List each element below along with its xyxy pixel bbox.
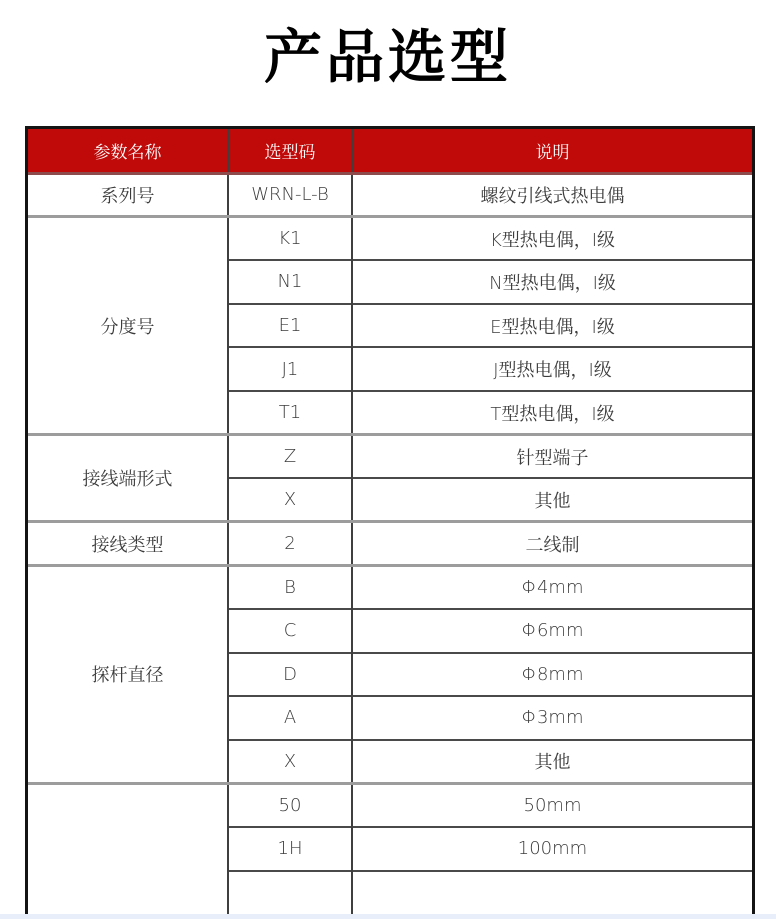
table-row <box>28 435 752 479</box>
desc-cell: Φ6mm <box>352 609 752 653</box>
code-cell: X <box>228 478 352 522</box>
desc-cell: N型热电偶，Ⅰ级 <box>352 260 752 304</box>
code-cell: 1H <box>228 827 352 871</box>
desc-cell: Φ4mm <box>352 565 752 609</box>
column-header-code: 选型码 <box>228 129 352 173</box>
desc-cell: 螺纹引线式热电偶 <box>352 173 752 217</box>
param-cell <box>28 783 228 914</box>
param-cell: 系列号 <box>28 173 228 217</box>
table-row <box>28 217 752 261</box>
code-cell: T1 <box>228 391 352 435</box>
desc-cell: K型热电偶，Ⅰ级 <box>352 217 752 261</box>
desc-cell: J型热电偶，Ⅰ级 <box>352 347 752 391</box>
table-row <box>28 565 752 609</box>
desc-cell: 其他 <box>352 478 752 522</box>
code-cell: E1 <box>228 304 352 348</box>
param-cell: 分度号 <box>28 217 228 435</box>
table-row <box>28 522 752 566</box>
code-cell: D <box>228 653 352 697</box>
code-cell: K1 <box>228 217 352 261</box>
code-cell: Z <box>228 435 352 479</box>
table-header-row <box>28 129 752 173</box>
code-cell: A <box>228 696 352 740</box>
selection-table-frame <box>25 126 755 914</box>
code-cell: J1 <box>228 347 352 391</box>
code-cell <box>228 871 352 915</box>
desc-cell: 其他 <box>352 740 752 784</box>
column-header-description: 说明 <box>352 129 752 173</box>
column-header-parameter: 参数名称 <box>28 129 228 173</box>
param-cell: 探杆直径 <box>28 565 228 783</box>
code-cell: WRN-L-B <box>228 173 352 217</box>
desc-cell <box>352 871 752 915</box>
desc-cell: 50mm <box>352 783 752 827</box>
desc-cell: 二线制 <box>352 522 752 566</box>
code-cell: B <box>228 565 352 609</box>
param-cell: 接线端形式 <box>28 435 228 522</box>
page-title: 产品选型 <box>263 23 512 91</box>
desc-cell: E型热电偶，Ⅰ级 <box>352 304 752 348</box>
table-body <box>28 173 752 914</box>
desc-cell: Φ8mm <box>352 653 752 697</box>
desc-cell: Φ3mm <box>352 696 752 740</box>
code-cell: 50 <box>228 783 352 827</box>
table-header <box>28 129 752 173</box>
code-cell: C <box>228 609 352 653</box>
desc-cell: 100mm <box>352 827 752 871</box>
code-cell: X <box>228 740 352 784</box>
desc-cell: T型热电偶，Ⅰ级 <box>352 391 752 435</box>
selection-table <box>28 129 752 914</box>
page-bottom-strip <box>0 914 776 919</box>
table-row <box>28 783 752 827</box>
code-cell: N1 <box>228 260 352 304</box>
desc-cell: 针型端子 <box>352 435 752 479</box>
table-row <box>28 173 752 217</box>
param-cell: 接线类型 <box>28 522 228 566</box>
code-cell: 2 <box>228 522 352 566</box>
